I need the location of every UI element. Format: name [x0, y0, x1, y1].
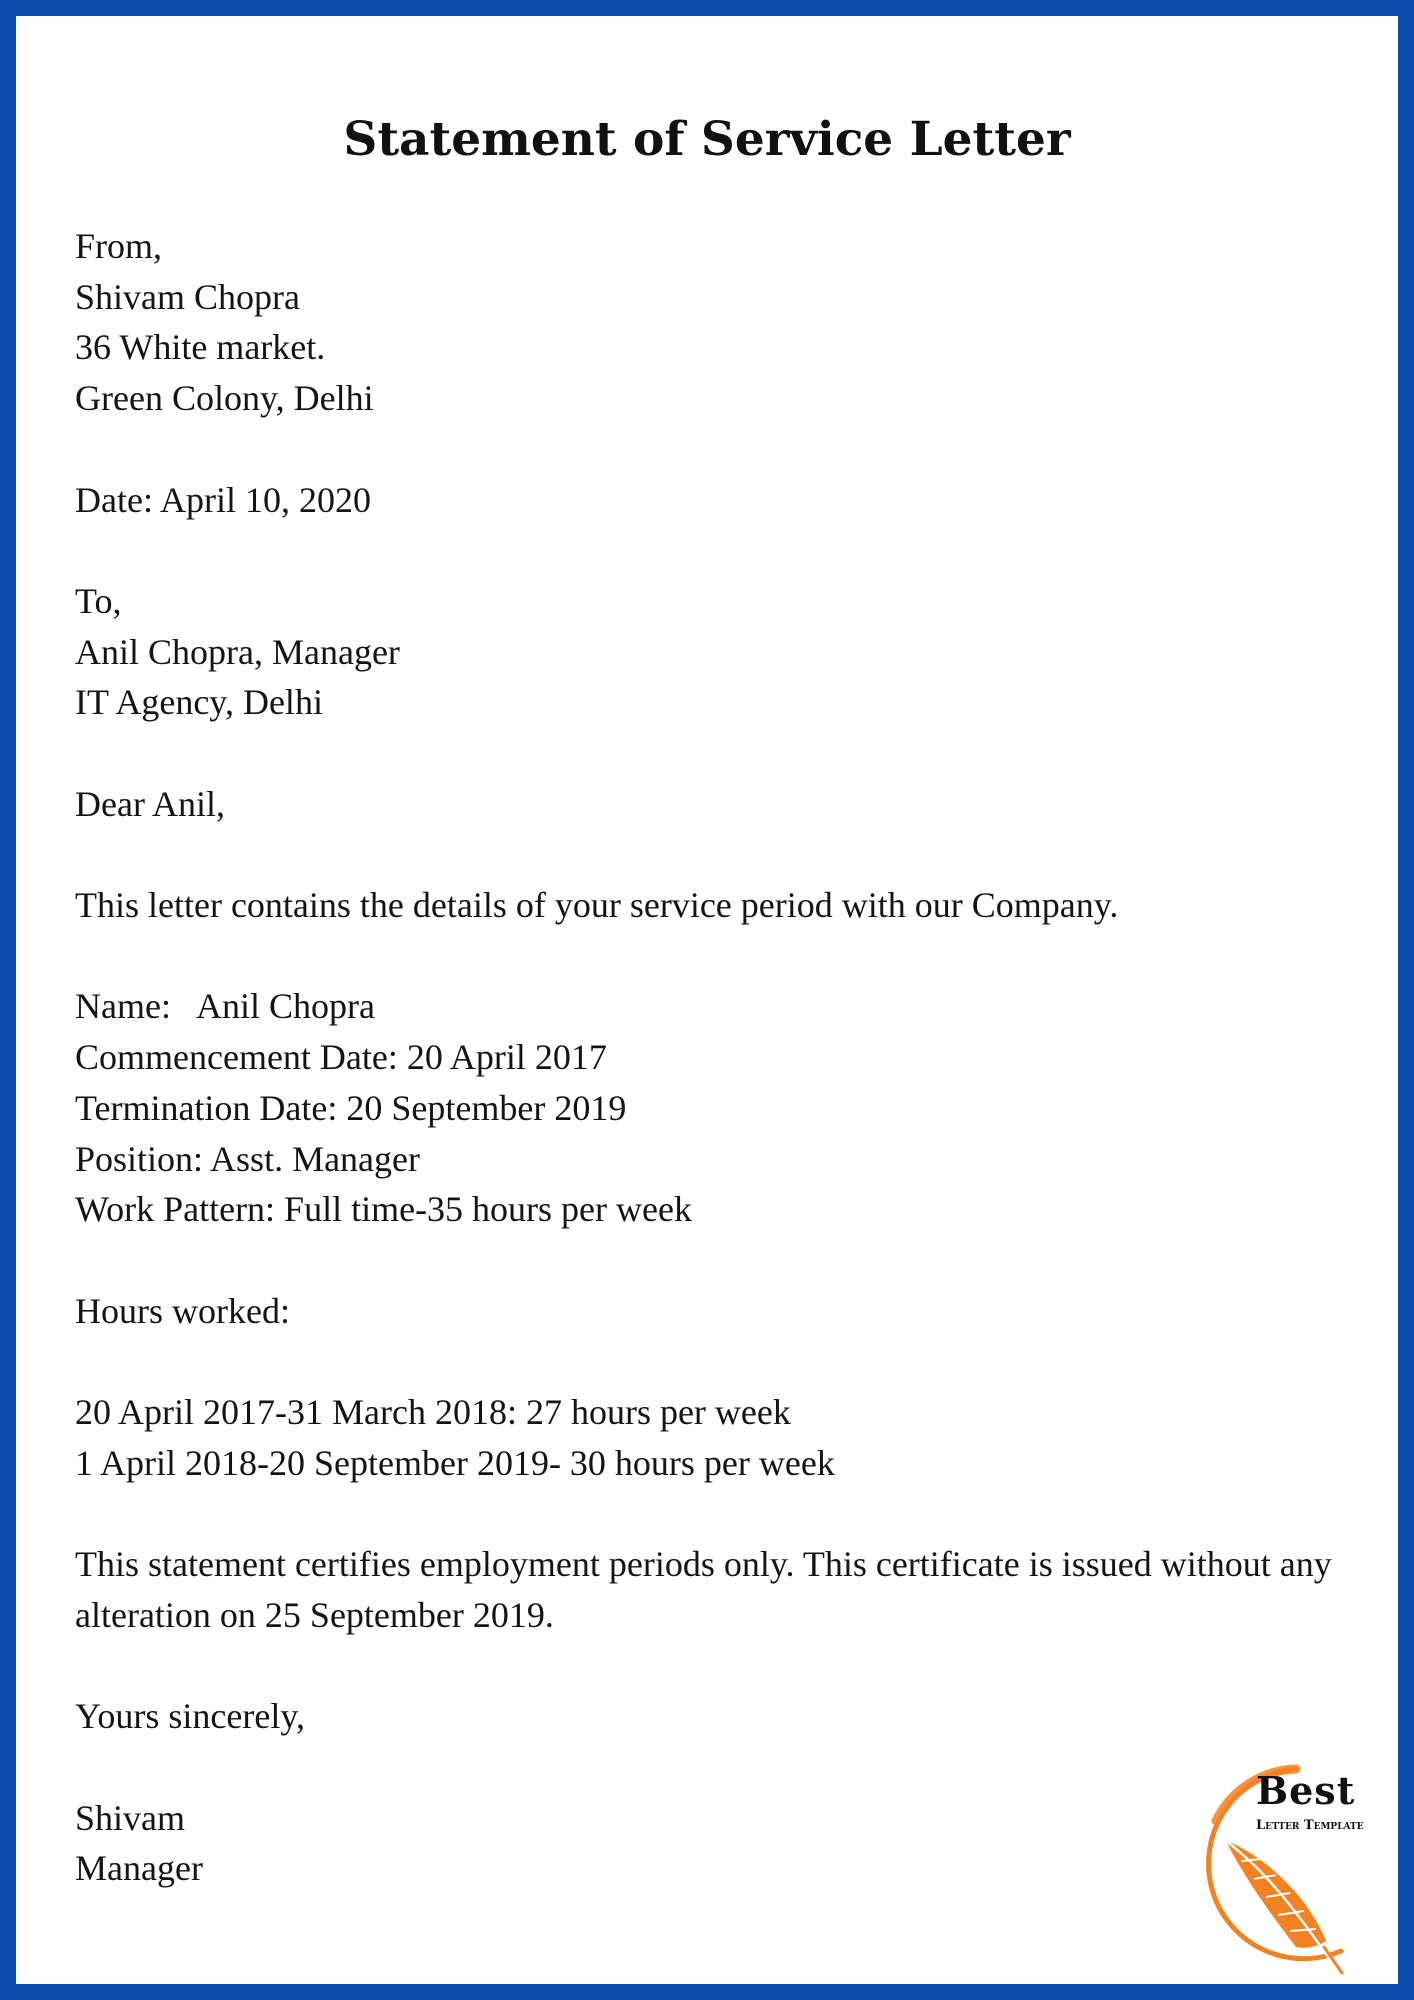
service-details — [75, 981, 1365, 1235]
detail-termination: Termination Date: 20 September 2019 — [75, 1087, 627, 1128]
sender-name: Shivam Chopra — [75, 276, 300, 317]
sender-address-line1: 36 White market. — [75, 327, 326, 368]
logo-word: Best — [1256, 1768, 1356, 1813]
detail-name: Name: Anil Chopra — [75, 986, 375, 1027]
sender-address-line2: Green Colony, Delhi — [75, 378, 374, 419]
recipient-company: IT Agency, Delhi — [75, 682, 323, 723]
closing: Yours sincerely, — [75, 1696, 305, 1737]
recipient-block — [75, 576, 1365, 728]
detail-work-pattern: Work Pattern: Full time-35 hours per week — [75, 1189, 692, 1230]
intro-paragraph: This letter contains the details of your service period with our Company. — [75, 885, 1119, 926]
certification-paragraph: This statement certifies employment periods only. This certificate is issued without any alteration on 25 September 2019. — [75, 1544, 1332, 1635]
detail-commencement: Commencement Date: 20 April 2017 — [75, 1037, 607, 1078]
salutation: Dear Anil, — [75, 783, 225, 824]
sender-block — [75, 221, 1365, 424]
recipient-name: Anil Chopra, Manager — [75, 631, 400, 672]
hours-label: Hours worked: — [75, 1290, 290, 1331]
from-label: From, — [75, 226, 163, 266]
hours-periods — [75, 1387, 1365, 1488]
best-letter-template-logo — [1166, 1751, 1414, 1981]
page-title: Statement of Service Letter — [343, 112, 1071, 167]
hours-period-1: 20 April 2017-31 March 2018: 27 hours per week — [75, 1392, 791, 1433]
detail-position: Position: Asst. Manager — [75, 1138, 421, 1179]
logo-subtitle: Letter Template — [1256, 1818, 1364, 1833]
letter-body — [75, 221, 1365, 1894]
hours-period-2: 1 April 2018-20 September 2019- 30 hours per week — [75, 1442, 835, 1483]
signature-name: Shivam — [75, 1797, 186, 1838]
letter-date: Date: April 10, 2020 — [75, 479, 371, 520]
to-label: To, — [75, 580, 122, 621]
signature-title: Manager — [75, 1848, 203, 1889]
